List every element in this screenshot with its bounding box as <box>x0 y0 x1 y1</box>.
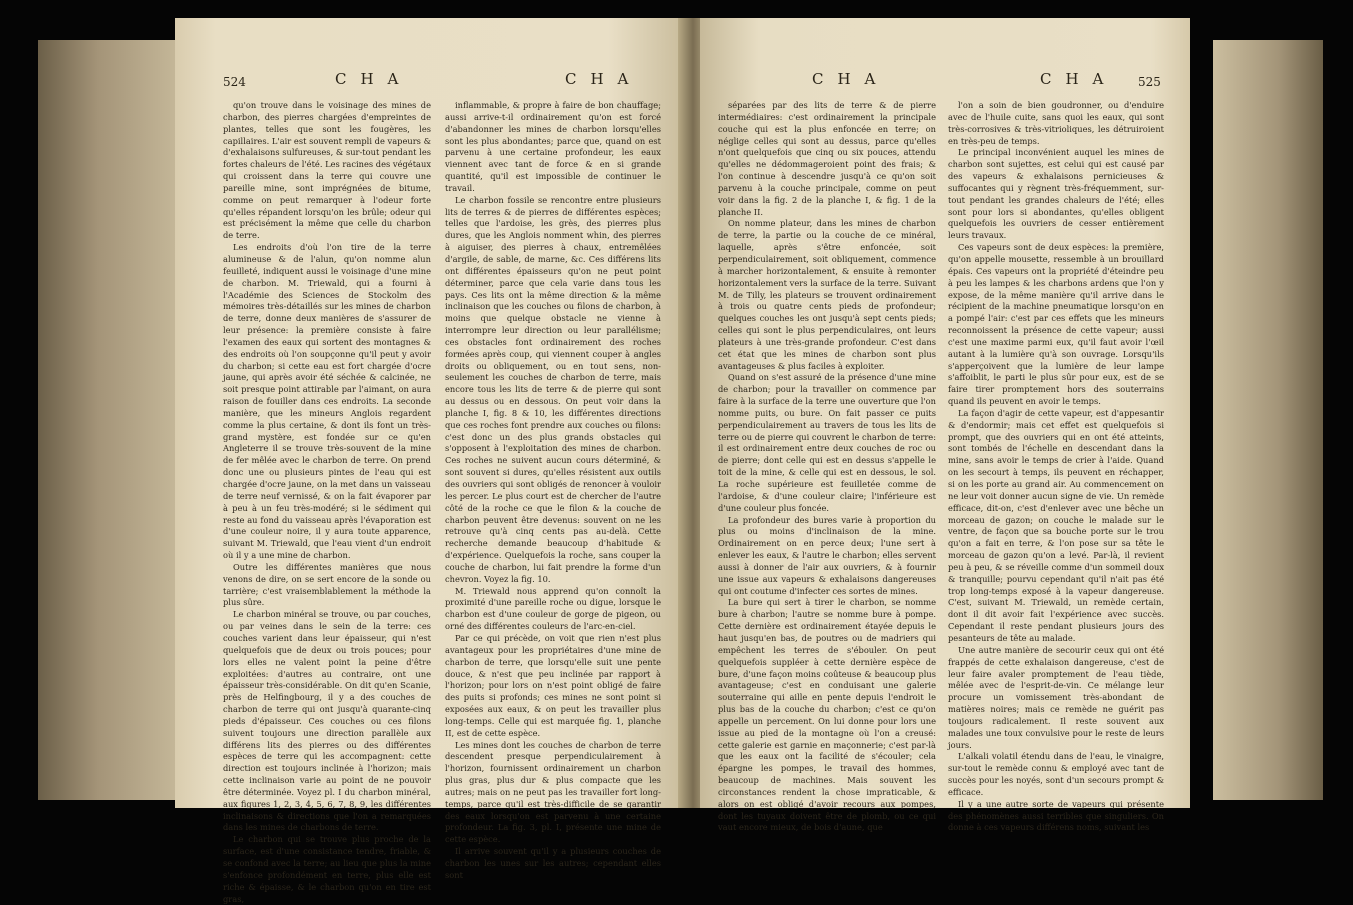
page-number-left: 524 <box>223 75 246 89</box>
paragraph: Outre les différentes manières que nous venons de dire, on se sert encore de la sonde ou tarrière; c'est vraisemblablement la méthode la plus sûre. <box>223 561 431 608</box>
paragraph: inflammable, & propre à faire de bon chauffage; aussi arrive-t-il ordinairement qu'on est forcé d'abandonner les mines de charbon lorsqu'elles sont les plus abondantes; parce que, quand on est parvenu à une certaine profondeur, les eaux viennent avec tant de force & en si grande quantité, qu'il est impossible de continuer le travail. <box>445 100 661 193</box>
paragraph: Les endroits d'où l'on tire de la terre alumineuse & de l'alun, qu'on nomme alun feuilleté, indiquent aussi le voisinage d'une mine de charbon. M. Triewald, qui a fourni à l'Académie des Sciences de Stockolm des mémoires très-détaillés sur les mines de charbon de terre, donne deux manières de s'assurer de leur présence: la première consiste à faire l'examen des eaux qui sortent des montagnes & des endroits où l'on soupçonne qu'il peut y avoir du charbon; si cette eau est fort chargée d'ocre jaune, qui après avoir été séchée & calcinée, ne soit presque point attirable par l'aimant, on aura raison de fouiller dans ces endroits. La seconde manière, que les mineurs Anglois regardent comme la plus certaine, & dont ils font un très-grand mystère, est fondée sur ce qu'en Angleterre il se trouve très-souvent de la mine de fer mêlée avec le charbon de terre. On prend donc une ou plusieurs pintes de l'eau qui est chargée d'ocre jaune, on la met dans un vaisseau de terre neuf vernissé, & on la fait évaporer par à peu à un feu très-modéré; si le sédiment qui reste au fond du vaisseau après l'évaporation est d'une couleur noire, il y aura toute apparence, suivant M. Triewald, que l'eau vient d'un endroit où il y a une mine de charbon. <box>223 242 431 561</box>
running-head-left-2: CHA <box>565 70 643 88</box>
paragraph: La façon d'agir de cette vapeur, est d'appesantir & d'endormir; mais cet effet est quelquefois si prompt, que des ouvriers qui en ont été atteints, sont tombés de l'échelle en descendant dans la mine, sans avoir le temps de crier à l'aide. Quand on les secourt à temps, ils peuvent en réchapper, si on les porte au grand air. Au commencement on ne leur voit donner aucun signe de vie. Un remède efficace, dit-on, c'est d'enlever avec une bêche un morceau de gazon; on couche le malade sur le ventre, de façon que sa bouche porte sur le trou qu'on a fait en terre, & l'on pose sur sa tête le morceau de gazon qu'on a levé. Par-là, il revient peu à peu, & se réveille comme d'un sommeil doux & tranquille; pourvu cependant qu'il n'ait pas été trop long-temps exposé à la vapeur dangereuse. C'est, suivant M. Triewald, un remède certain, dont il dit avoir fait l'expérience avec succès. Cependant il reste pendant plusieurs jours des pesanteurs de tête au malade. <box>948 407 1164 643</box>
paragraph: Le principal inconvénient auquel les mines de charbon sont sujettes, est celui qui est causé par des vapeurs & exhalaisons pernicieuses & suffocantes qui y règnent très-fréquemment, sur-tout pendant les grandes chaleurs de l'été; elles sont pour lors si abondantes, qu'elles obligent quelquefois les ouvriers de cesser entièrement leurs travaux. <box>948 147 1164 241</box>
paragraph: qu'on trouve dans le voisinage des mines de charbon, des pierres chargées d'empreintes de plantes, telles que sont les fougères, les capillaires. L'air est souvent rempli de vapeurs & d'exhalaisons sulfureuses, & sur-tout pendant les fortes chaleurs de l'été. Les racines des végétaux qui croissent dans la terre qui couvre une pareille mine, sont imprégnées de bitume, comme on peut remarquer à l'odeur forte qu'elles répandent lorsqu'on les brûle; odeur qui est précisément la même que celle du charbon de terre. <box>223 100 432 241</box>
paragraph: La profondeur des bures varie à proportion du plus ou moins d'inclinaison de la mine. Ordinairement on en perce deux; l'une sert à enlever les eaux, & l'autre le charbon; elles servent aussi à donner de l'air aux ouvriers, & à fournir une issue aux vapeurs & exhalaisons dangereuses qui ont coutume d'infecter ces sortes de mines. <box>718 514 936 596</box>
page-edges-right <box>1213 40 1323 800</box>
paragraph: Il arrive souvent qu'il y a plusieurs couches de charbon les unes sur les autres; cependant elles sont <box>445 846 661 880</box>
paragraph: Le charbon minéral se trouve, ou par couches, ou par veines dans le sein de la terre: ces couches varient dans leur épaisseur, qui n'est quelquefois que de deux ou trois pouces; pour lors elles ne valent point la peine d'être exploitées: d'autres au contraire, ont une épaisseur très-considérable. On dit qu'en Scanie, près de Helfingbourg, il y a des couches de charbon de terre qui ont jusqu'à quarante-cinq pieds d'épaisseur. Ces couches ou ces filons suivent toujours une direction parallèle aux différens lits des pierres ou des différentes espèces de terre qui les accompagnent: cette direction est toujours inclinée à l'horizon; mais cette inclinaison varie au point de ne pouvoir être déterminée. Voyez pl. I du charbon minéral, aux figures 1, 2, 3, 4, 5, 6, 7, 8, 9, les différentes inclinaisons & directions que l'on a remarquées dans les mines de charbons de terre. <box>223 609 431 833</box>
running-head-right-2: CHA <box>1040 70 1118 88</box>
left-page-column-1 <box>223 100 432 904</box>
paragraph: La bure qui sert à tirer le charbon, se nomme bure à charbon; l'autre se nomme bure à pompe. Cette dernière est ordinairement étayée depuis le haut jusqu'en bas, de poutres ou de madriers qui empêchent les terres de s'ébouler. On peut quelquefois suppléer à cette dernière espèce de bure, d'une façon moins coûteuse & beaucoup plus avantageuse; c'est en conduisant une galerie souterraine qui aille en pente depuis l'endroit le plus bas de la couche du charbon; c'est ce qu'on appelle un percement. On lui donne pour lors une issue au pied de la montagne où l'on a creusé: cette galerie est garnie en maçonnerie; c'est par-là que les eaux ont la facilité de s'écouler; cela épargne les pompes, le travail des hommes, beaucoup de machines. Mais souvent les circonstances rendent la chose impraticable, & alors on est obligé d'avoir recours aux pompes, dont les tuyaux doivent être de plomb, ou ce qui vaut encore mieux, de bois d'aune, que <box>718 597 936 833</box>
paragraph: Par ce qui précède, on voit que rien n'est plus avantageux pour les propriétaires d'une mine de charbon de terre, que lorsqu'elle suit une pente douce, & n'est que peu inclinée par rapport à l'horizon; pour lors on n'est point obligé de faire des puits si profonds; ces mines ne sont point si exposées aux eaux, & on peut les travailler plus long-temps. Celle qui est marquée fig. 1, planche II, est de cette espèce. <box>445 632 661 738</box>
paragraph: M. Triewald nous apprend qu'on connoît la proximité d'une pareille roche ou digue, lorsque le charbon est d'une couleur de gorge de pigeon, ou orné des différentes couleurs de l'arc-en-ciel. <box>445 585 661 632</box>
paragraph: L'alkali volatil étendu dans de l'eau, le vinaigre, sur-tout le remède connu & employé avec tant de succès pour les noyés, sont d'un secours prompt & efficace. <box>948 751 1164 797</box>
right-page-column-1 <box>718 100 936 833</box>
right-page <box>700 18 1190 833</box>
page-number-right: 525 <box>1138 75 1161 89</box>
running-head-left-1: CHA <box>335 70 413 88</box>
left-page-column-2 <box>445 100 661 880</box>
paragraph: Une autre manière de secourir ceux qui ont été frappés de cette exhalaison dangereuse, c'est de leur faire avaler promptement de l'eau tiède, mêlée avec de l'esprit-de-vin. Ce mélange leur procure un vomissement très-abondant de matières noires; mais ce remède ne guérit pas toujours radicalement. Il reste souvent aux malades une toux convulsive pour le reste de leurs jours. <box>948 644 1164 750</box>
page-edges-left <box>38 40 188 800</box>
paragraph: Il y a une autre sorte de vapeurs qui présente des phénomènes aussi terribles que singuliers. On donne à ces vapeurs différens noms, suivant les <box>948 798 1164 833</box>
paragraph: séparées par des lits de terre & de pierre intermédiaires: c'est ordinairement la principale couche qui est la plus enfoncée en terre; on néglige celles qui sont au dessus, parce qu'elles n'ont quelquefois que cinq ou six pouces, attendu qu'elles ne dédommageroient point des frais; & l'on continue à descendre jusqu'à ce qu'on soit parvenu à la couche principale, comme on peut voir dans la fig. 2 de la planche I, & fig. 1 de la planche II. <box>718 100 936 217</box>
paragraph: Les mines dont les couches de charbon de terre descendent presque perpendiculairement à l'horizon, fournissent ordinairement un charbon plus gras, plus dur & plus compacte que les autres; mais on ne peut pas les travailler fort long-temps, parce qu'il est très-difficile de se garantir des eaux lorsqu'on est parvenu à une certaine profondeur. La fig. 3, pl. I, présente une mine de cette espèce. <box>445 739 661 845</box>
right-page-column-2 <box>948 100 1164 833</box>
running-head-right-1: CHA <box>812 70 890 88</box>
paragraph: Le charbon fossile se rencontre entre plusieurs lits de terres & de pierres de différentes espèces; telles que l'ardoise, les grès, des pierres plus dures, que les Anglois nomment whin, des pierres à aiguiser, des pierres à chaux, entremêlées d'argile, de sable, de marne, &c. Ces différens lits ont différentes épaisseurs qu'on ne peut point déterminer, parce que cela varie dans tous les pays. Ces lits ont la même direction & la même inclinaison que les couches ou filons de charbon, à moins que quelque obstacle ne vienne à interrompre leur direction ou leur parallélisme; ces obstacles font ordinairement des roches formées après coup, qui viennent couper à angles droits ou obliquement, ou en tout sens, non-seulement les couches de charbon de terre, mais encore tous les lits de terre & de pierre qui sont au dessus ou en dessous. On peut voir dans la planche I, fig. 8 & 10, les différentes directions que ces roches font prendre aux couches ou filons: c'est donc un des plus grands obstacles qui s'opposent à l'exploitation des mines de charbon. Ces roches ne suivent aucun cours déterminé, & sont souvent si dures, qu'elles résistent aux outils des ouvriers qui sont obligés de renoncer à vouloir les percer. Le plus court est de chercher de l'autre côté de la roche ce que le filon & la couche de charbon peuvent être devenus: souvent on ne les retrouve qu'à cinq cents pas au-delà. Cette recherche demande beaucoup d'habitude & d'expérience. Quelquefois la roche, sans couper la couche de charbon, lui fait prendre la forme d'un chevron. Voyez la fig. 10. <box>445 194 661 584</box>
paragraph: Le charbon qui se trouve plus proche de la surface, est d'une consistance tendre, friable, & se confond avec la terre; au lieu que plus la mine s'enfonce profondément en terre, plus elle est riche & épaisse, & le charbon qu'on en tire est gras, <box>223 834 431 904</box>
paragraph: On nomme plateur, dans les mines de charbon de terre, la partie ou la couche de ce minéral, laquelle, après s'être enfoncée, soit perpendiculairement, soit obliquement, commence à marcher horizontalement, & ensuite à remonter horizontalement vers la surface de la terre. Suivant M. de Tilly, les plateurs se trouvent ordinairement à trois ou quatre cents pieds de profondeur; quelques couches les ont jusqu'à sept cents pieds; celles qui sont le plus perpendiculaires, ont leurs plateurs à une très-grande profondeur. C'est dans cet état que les mines de charbon sont plus avantageuses & plus faciles à exploiter. <box>718 218 936 371</box>
paragraph: Ces vapeurs sont de deux espèces: la première, qu'on appelle mousette, ressemble à un brouillard épais. Ces vapeurs ont la propriété d'éteindre peu à peu les lampes & les charbons ardens que l'on y expose, de la même manière qu'il arrive dans le récipient de la machine pneumatique lorsqu'on en a pompé l'air: c'est par ces effets que les mineurs reconnoissent la présence de cette vapeur; aussi c'est une maxime parmi eux, qu'il faut avoir l'œil autant à la lumière qu'à son ouvrage. Lorsqu'ils s'apperçoivent que la lumière de leur lampe s'affoiblit, le parti le plus sûr pour eux, est de se faire tirer promptement hors des souterrains quand ils peuvent en avoir le temps. <box>948 242 1164 407</box>
paragraph: l'on a soin de bien goudronner, ou d'enduire avec de l'huile cuite, sans quoi les eaux, qui sont très-corrosives & très-vitrioliques, les détruiroient en très-peu de temps. <box>948 100 1164 146</box>
paragraph: Quand on s'est assuré de la présence d'une mine de charbon; pour la travailler on commence par faire à la surface de la terre une ouverture que l'on nomme puits, ou bure. On fait passer ce puits perpendiculairement au travers de tous les lits de terre ou de pierre qui couvrent le charbon de terre: il est ordinairement entre deux couches de roc ou de pierre; dont celle qui est en dessus s'appelle le toit de la mine, & celle qui est en dessous, le sol. La roche supérieure est feuilletée comme de l'ardoise, & d'une couleur claire; l'inférieure est d'une couleur plus foncée. <box>718 372 936 513</box>
left-page <box>175 18 685 904</box>
